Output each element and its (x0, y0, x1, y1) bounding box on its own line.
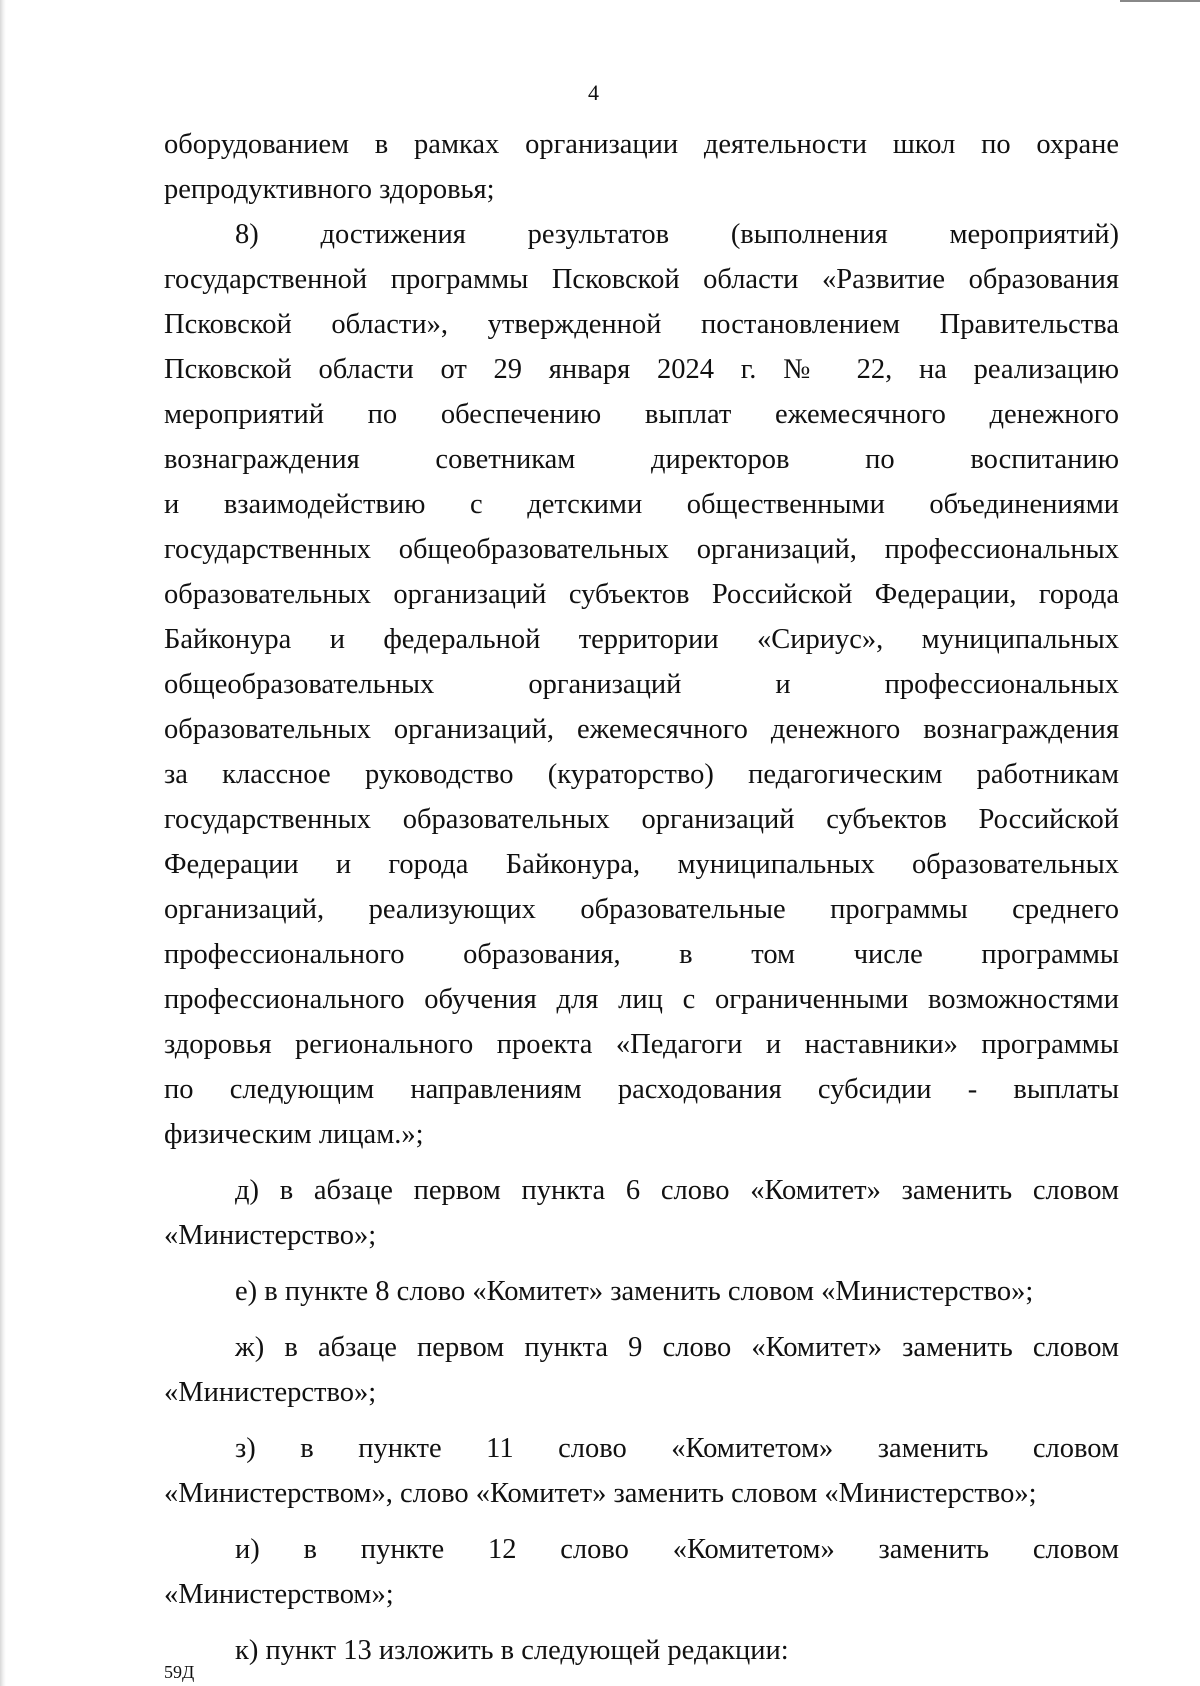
text-line: «Министерство»; (164, 1377, 377, 1408)
scan-edge (0, 0, 6, 1686)
document-body (164, 122, 1119, 1673)
text-line: государственных общеобразовательных организаций, профессиональных (164, 534, 1119, 565)
scan-top-rule (1120, 0, 1200, 2)
text-line: репродуктивного здоровья; (164, 174, 495, 205)
text-line: 8) достижения результатов (выполнения мероприятий) (235, 219, 1119, 250)
text-line: профессионального обучения для лиц с ограниченными возможностями (164, 984, 1119, 1015)
text-line: общеобразовательных организаций и профессиональных (164, 669, 1119, 700)
text-line: мероприятий по обеспечению выплат ежемесячного денежного (164, 399, 1119, 430)
text-line: оборудованием в рамках организации деятельности школ по охране (164, 129, 1119, 160)
text-line: «Министерство»; (164, 1220, 377, 1251)
text-line: за классное руководство (кураторство) педагогическим работникам (164, 759, 1119, 790)
text-line: государственных образовательных организаций субъектов Российской (164, 804, 1119, 835)
paragraph (164, 212, 1119, 1157)
paragraph (164, 1527, 1119, 1617)
text-line: Псковской области», утвержденной постановлением Правительства (164, 309, 1119, 340)
text-line: физическим лицам.»; (164, 1119, 424, 1150)
paragraph (164, 1628, 1119, 1673)
text-line: и) в пункте 12 слово «Комитетом» заменить словом (235, 1534, 1119, 1565)
text-line: е) в пункте 8 слово «Комитет» заменить словом «Министерство»; (235, 1276, 1034, 1307)
paragraph (164, 1168, 1119, 1258)
text-line: д) в абзаце первом пункта 6 слово «Комитет» заменить словом (235, 1175, 1119, 1206)
text-line: з) в пункте 11 слово «Комитетом» заменить словом (235, 1433, 1119, 1464)
text-line: Псковской области от 29 января 2024 г. № 22, на реализацию (164, 354, 1119, 385)
paragraph (164, 1426, 1119, 1516)
page-number: 4 (588, 80, 599, 105)
text-line: и взаимодействию с детскими общественными объединениями (164, 489, 1119, 520)
text-line: организаций, реализующих образовательные программы среднего (164, 894, 1119, 925)
paragraph (164, 1325, 1119, 1415)
text-line: образовательных организаций, ежемесячного денежного вознаграждения (164, 714, 1119, 745)
paragraph (164, 1269, 1119, 1314)
text-line: здоровья регионального проекта «Педагоги и наставники» программы (164, 1029, 1119, 1060)
text-line: «Министерством», слово «Комитет» заменить словом «Министерство»; (164, 1478, 1037, 1509)
text-line: образовательных организаций субъектов Российской Федерации, города (164, 579, 1119, 610)
text-line: государственной программы Псковской области «Развитие образования (164, 264, 1119, 295)
paragraph (164, 122, 1119, 212)
text-line: профессионального образования, в том числе программы (164, 939, 1119, 970)
text-line: «Министерством»; (164, 1579, 394, 1610)
text-line: к) пункт 13 изложить в следующей редакции: (235, 1635, 789, 1666)
text-line: по следующим направлениям расходования субсидии - выплаты (164, 1074, 1119, 1105)
text-line: вознаграждения советникам директоров по воспитанию (164, 444, 1119, 475)
text-line: Байконура и федеральной территории «Сириус», муниципальных (164, 624, 1119, 655)
footer-code: 59Д (164, 1662, 195, 1682)
text-line: Федерации и города Байконура, муниципальных образовательных (164, 849, 1119, 880)
text-line: ж) в абзаце первом пункта 9 слово «Комитет» заменить словом (235, 1332, 1119, 1363)
